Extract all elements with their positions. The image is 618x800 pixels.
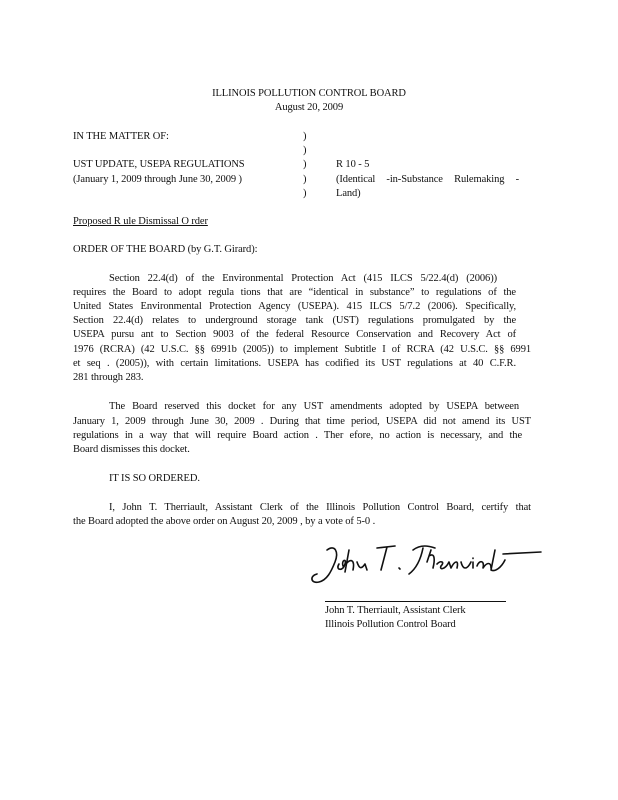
- paragraph-1-line: United States Environmental Protection Agency (USEPA). 415 ILCS 5/7.2 (2006). Specifically,: [73, 301, 516, 312]
- docket-description-1: (Identical -in-Substance Rulemaking -: [336, 174, 519, 185]
- so-ordered: IT IS SO ORDERED.: [109, 473, 200, 484]
- caption-title-2: (January 1, 2009 through June 30, 2009 ): [73, 174, 242, 185]
- signatory-organization: Illinois Pollution Control Board: [325, 619, 456, 630]
- caption-bracket: ): [303, 188, 307, 199]
- paragraph-1-line: 1976 (RCRA) (42 U.S.C. §§ 6991b (2005)) to implement Subtitle I of RCRA (42 U.S.C. §§ 6991: [73, 344, 531, 355]
- paragraph-1-line: USEPA pursu ant to Section 9003 of the federal Resource Conservation and Recovery Act of: [73, 329, 516, 340]
- signatory-name: John T. Therriault, Assistant Clerk: [325, 605, 466, 616]
- signature-line: [325, 601, 506, 602]
- handwritten-signature: [305, 540, 545, 590]
- paragraph-1-line: Section 22.4(d) of the Environmental Protection Act (415 ILCS 5/22.4(d) (2006)): [109, 273, 497, 284]
- caption-bracket: ): [303, 131, 307, 142]
- paragraph-2-line: January 1, 2009 through June 30, 2009 . During that time period, USEPA did not amend its UST: [73, 416, 531, 427]
- order-of-board: ORDER OF THE BOARD (by G.T. Girard):: [73, 244, 258, 255]
- paragraph-2-line: Board dismisses this docket.: [73, 444, 190, 455]
- board-name: ILLINOIS POLLUTION CONTROL BOARD: [212, 88, 406, 99]
- certification-line: the Board adopted the above order on August 20, 2009 , by a vote of 5-0 .: [73, 516, 376, 527]
- paragraph-1-line: requires the Board to adopt regula tions that are “identical in substance” to regulations of the: [73, 287, 516, 298]
- docket-description-2: Land): [336, 188, 361, 199]
- docket-number: R 10 - 5: [336, 159, 370, 170]
- paragraph-1-line: 281 through 283.: [73, 372, 144, 383]
- paragraph-2-line: The Board reserved this docket for any UST amendments adopted by USEPA between: [109, 401, 519, 412]
- caption-title-1: UST UPDATE, USEPA REGULATIONS: [73, 159, 245, 170]
- paragraph-1-line: Section 22.4(d) relates to underground storage tank (UST) regulations promulgated by the: [73, 315, 516, 326]
- certification-line: I, John T. Therriault, Assistant Clerk of the Illinois Pollution Control Board, certify that: [109, 502, 531, 513]
- proposed-rule-heading: Proposed R ule Dismissal O rder: [73, 216, 208, 227]
- caption-bracket: ): [303, 145, 307, 156]
- caption-bracket: ): [303, 159, 307, 170]
- header-date: August 20, 2009: [274, 102, 344, 113]
- paragraph-2-line: regulations in a way that will require Board action . Ther efore, no action is necessary, and the: [73, 430, 522, 441]
- caption-bracket: ): [303, 174, 307, 185]
- paragraph-1-line: et seq . (2005)), with certain limitations. USEPA has codified its UST regulations at 40 C.F.R.: [73, 358, 516, 369]
- in-the-matter: IN THE MATTER OF:: [73, 131, 169, 142]
